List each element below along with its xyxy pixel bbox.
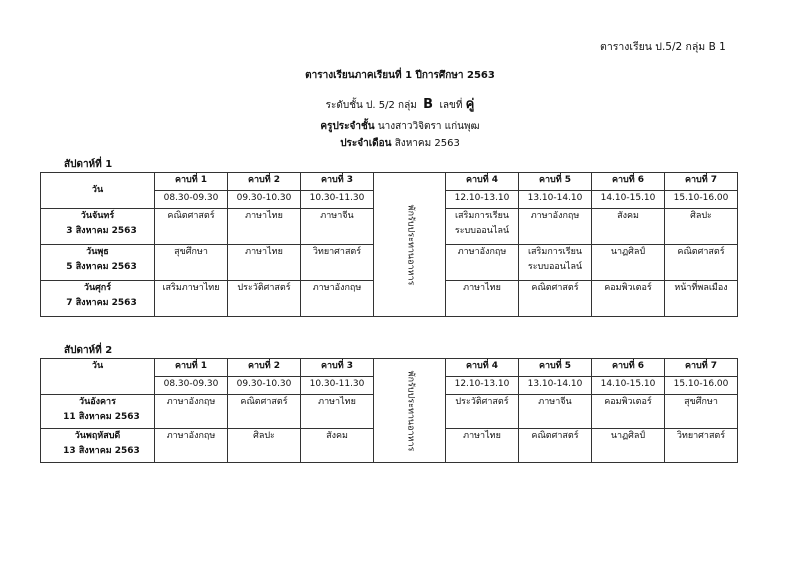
time-cell: 13.10-14.10 (519, 191, 592, 209)
day-cell (41, 395, 155, 429)
period-header: คาบที่ 3 (301, 359, 374, 377)
subject-cell: ศิลปะ (665, 209, 738, 245)
period-header: คาบที่ 6 (592, 359, 665, 377)
subject-cell: เสริมการเรียนระบบออนไลน์ (519, 245, 592, 281)
day-cell (41, 209, 155, 245)
subject-cell: สังคม (592, 209, 665, 245)
teacher-line (0, 119, 800, 134)
day-cell (41, 245, 155, 281)
time-cell: 14.10-15.10 (592, 377, 665, 395)
lunch-break-cell (374, 173, 446, 317)
day-date: 3 สิงหาคม 2563 (66, 226, 137, 236)
subject-cell: คณิตศาสตร์ (155, 209, 228, 245)
period-header: คาบที่ 7 (665, 359, 738, 377)
level-label: ระดับชั้น ป. 5/2 กลุ่ม (325, 100, 417, 111)
subject-cell: คณิตศาสตร์ (519, 281, 592, 317)
seat-label: เลขที่ (439, 100, 463, 111)
time-cell: 14.10-15.10 (592, 191, 665, 209)
time-cell: 13.10-14.10 (519, 377, 592, 395)
period-header: คาบที่ 7 (665, 173, 738, 191)
week2-table (40, 358, 738, 463)
subject-cell: คอมพิวเตอร์ (592, 281, 665, 317)
subject-cell: ภาษาจีน (519, 395, 592, 429)
subject-cell: ภาษาอังกฤษ (155, 429, 228, 463)
period-header: คาบที่ 5 (519, 359, 592, 377)
class-line (0, 93, 800, 114)
time-cell: 15.10-16.00 (665, 377, 738, 395)
period-header: คาบที่ 2 (228, 359, 301, 377)
day-date: 7 สิงหาคม 2563 (66, 298, 137, 308)
subject-cell: ภาษาไทย (446, 429, 519, 463)
teacher-name: นางสาววิจิตรา แก่นพุฒ (377, 121, 480, 132)
subject-cell: ประวัติศาสตร์ (446, 395, 519, 429)
time-cell: 15.10-16.00 (665, 191, 738, 209)
time-cell: 09.30-10.30 (228, 377, 301, 395)
week1-table (40, 172, 738, 317)
lunch-break-cell (374, 359, 446, 463)
subject-cell: เสริมการเรียนระบบออนไลน์ (446, 209, 519, 245)
lunch-break-label: พักรับประทานอาหาร (405, 370, 415, 451)
subject-cell: คณิตศาสตร์ (228, 395, 301, 429)
day-date: 11 สิงหาคม 2563 (63, 412, 140, 422)
week2-label: สัปดาห์ที่ 2 (64, 345, 113, 356)
time-cell: 08.30-09.30 (155, 377, 228, 395)
period-header: คาบที่ 1 (155, 173, 228, 191)
subject-cell: ศิลปะ (228, 429, 301, 463)
subject-cell: สังคม (301, 429, 374, 463)
day-name: วันศุกร์ (83, 283, 112, 293)
subject-cell: คอมพิวเตอร์ (592, 395, 665, 429)
subject-cell: ภาษาอังกฤษ (519, 209, 592, 245)
day-cell (41, 281, 155, 317)
teacher-label: ครูประจำชั้น (320, 121, 375, 132)
subject-cell: สุขศึกษา (665, 395, 738, 429)
subject-cell: วิทยาศาสตร์ (665, 429, 738, 463)
day-cell (41, 429, 155, 463)
subject-cell: ภาษาอังกฤษ (301, 281, 374, 317)
subject-cell: นาฏศิลป์ (592, 245, 665, 281)
page-title: ตารางเรียนภาคเรียนที่ 1 ปีการศึกษา 2563 (305, 70, 495, 81)
subject-cell: ภาษาอังกฤษ (155, 395, 228, 429)
day-header: วัน (41, 173, 155, 209)
day-header: วัน (41, 359, 155, 395)
subject-cell: ภาษาอังกฤษ (446, 245, 519, 281)
time-cell: 10.30-11.30 (301, 377, 374, 395)
subject-cell: ภาษาจีน (301, 209, 374, 245)
day-name: วันอังคาร (79, 397, 116, 407)
period-header: คาบที่ 5 (519, 173, 592, 191)
group-value: B (423, 97, 434, 112)
period-header: คาบที่ 3 (301, 173, 374, 191)
period-header: คาบที่ 4 (446, 173, 519, 191)
month-label: ประจำเดือน (340, 138, 392, 149)
week1-label: สัปดาห์ที่ 1 (64, 159, 113, 170)
day-date: 5 สิงหาคม 2563 (66, 262, 137, 272)
subject-cell: ประวัติศาสตร์ (228, 281, 301, 317)
time-cell: 10.30-11.30 (301, 191, 374, 209)
month-value: สิงหาคม 2563 (394, 138, 460, 149)
subject-cell: คณิตศาสตร์ (665, 245, 738, 281)
time-cell: 12.10-13.10 (446, 377, 519, 395)
subject-cell: ภาษาไทย (228, 245, 301, 281)
subject-cell: คณิตศาสตร์ (519, 429, 592, 463)
subject-cell: ภาษาไทย (228, 209, 301, 245)
subject-cell: เสริมภาษาไทย (155, 281, 228, 317)
seat-value: คู่ (465, 97, 475, 112)
subject-cell: หน้าที่พลเมือง (665, 281, 738, 317)
subject-cell: นาฏศิลป์ (592, 429, 665, 463)
page-corner-label: ตารางเรียน ป.5/2 กลุ่ม B 1 (600, 41, 726, 53)
subject-cell: ภาษาไทย (301, 395, 374, 429)
time-cell: 09.30-10.30 (228, 191, 301, 209)
period-header: คาบที่ 6 (592, 173, 665, 191)
day-name: วันจันทร์ (80, 211, 115, 221)
subject-cell: ภาษาไทย (446, 281, 519, 317)
subject-cell: สุขศึกษา (155, 245, 228, 281)
month-line (0, 136, 800, 151)
period-header: คาบที่ 1 (155, 359, 228, 377)
period-header: คาบที่ 2 (228, 173, 301, 191)
day-date: 13 สิงหาคม 2563 (63, 446, 140, 456)
time-cell: 08.30-09.30 (155, 191, 228, 209)
day-name: วันพฤหัสบดี (74, 431, 121, 441)
time-cell: 12.10-13.10 (446, 191, 519, 209)
subject-cell: วิทยาศาสตร์ (301, 245, 374, 281)
lunch-break-label: พักรับประทานอาหาร (405, 204, 415, 285)
day-name: วันพุธ (86, 247, 109, 257)
period-header: คาบที่ 4 (446, 359, 519, 377)
